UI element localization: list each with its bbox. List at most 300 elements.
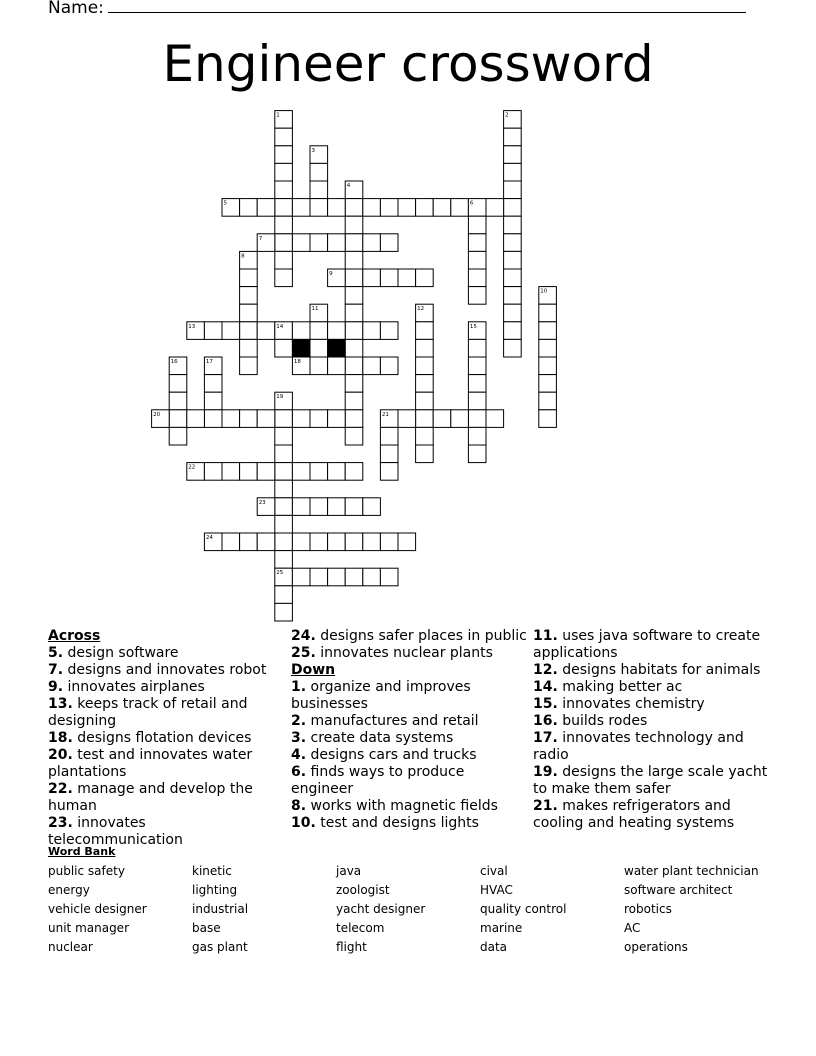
clue-number: 7 (258, 235, 263, 242)
clue-item (291, 815, 527, 832)
grid-cell[interactable] (380, 568, 398, 586)
clue-item-number: 6. (291, 764, 307, 780)
grid-cell[interactable] (310, 568, 328, 586)
clue-number: 14 (276, 323, 284, 330)
grid-cell[interactable] (398, 410, 416, 428)
grid-cell[interactable] (275, 533, 293, 551)
grid-cell[interactable] (380, 357, 398, 375)
grid-cell[interactable] (539, 392, 557, 410)
grid-cell[interactable] (345, 216, 363, 234)
grid-cell[interactable] (380, 463, 398, 481)
grid-cell[interactable] (240, 199, 258, 217)
clue-item-number: 17. (533, 730, 558, 746)
grid-cell[interactable] (328, 234, 346, 252)
grid-cell[interactable] (240, 357, 258, 375)
clue-item-text: uses java software to create applications (533, 628, 761, 661)
grid-cell[interactable] (275, 199, 293, 217)
clue-item-number: 11. (533, 628, 558, 644)
grid-cell[interactable] (468, 445, 486, 463)
clue-item-text: keeps track of retail and designing (48, 696, 248, 729)
grid-cell[interactable] (504, 216, 522, 234)
grid-cell[interactable] (328, 498, 346, 516)
clue-number: 2 (505, 112, 509, 119)
grid-cell[interactable] (345, 498, 363, 516)
grid-cell[interactable] (328, 568, 346, 586)
grid-cell[interactable] (468, 251, 486, 269)
word-bank-item: java (336, 864, 362, 878)
word-bank-item: cival (480, 864, 508, 878)
grid-cell[interactable] (292, 322, 310, 340)
clue-item (533, 679, 769, 696)
grid-cell[interactable] (416, 357, 434, 375)
grid-cell[interactable] (204, 463, 222, 481)
clue-number: 4 (346, 183, 351, 189)
grid-cell[interactable] (275, 181, 293, 199)
grid-cell[interactable] (416, 392, 434, 410)
grid-cell[interactable] (257, 463, 275, 481)
grid-cell[interactable] (240, 410, 258, 428)
clue-item-text: create data systems (306, 730, 454, 746)
grid-cell[interactable] (504, 146, 522, 164)
grid-cell[interactable] (275, 515, 293, 533)
grid-cell[interactable] (345, 269, 363, 287)
clue-item-text: works with magnetic fields (306, 798, 498, 814)
clue-item (533, 798, 769, 832)
word-bank-title: Word Bank (48, 845, 116, 858)
clue-item-text: builds rodes (557, 713, 648, 729)
grid-cell[interactable] (486, 199, 504, 217)
grid-cell[interactable] (504, 234, 522, 252)
grid-cell[interactable] (504, 199, 522, 217)
grid-cell[interactable] (433, 199, 451, 217)
grid-cell[interactable] (416, 445, 434, 463)
grid-cell[interactable] (169, 392, 187, 410)
page-title: Engineer crossword (162, 35, 654, 93)
clue-number: 10 (540, 288, 548, 295)
clue-number: 9 (329, 271, 333, 277)
black-cell (292, 339, 310, 357)
clue-item-text: manage and develop the human (48, 781, 253, 814)
grid-cell[interactable] (468, 427, 486, 445)
grid-cell[interactable] (416, 339, 434, 357)
clue-item-number: 2. (291, 713, 307, 729)
grid-cell[interactable] (328, 463, 346, 481)
grid-cell[interactable] (416, 375, 434, 393)
clue-number: 18 (293, 359, 301, 365)
grid-cell[interactable] (310, 322, 328, 340)
grid-cell[interactable] (468, 410, 486, 428)
clue-item-number: 16. (533, 713, 558, 729)
grid-cell[interactable] (328, 533, 346, 551)
word-bank-item: lighting (192, 883, 238, 897)
grid-cell[interactable] (416, 199, 434, 217)
word-bank-column (48, 862, 147, 957)
grid-cell[interactable] (275, 551, 293, 569)
grid-cell[interactable] (310, 181, 328, 199)
grid-cell[interactable] (345, 463, 363, 481)
grid-cell[interactable] (504, 269, 522, 287)
grid-cell[interactable] (486, 410, 504, 428)
clue-number: 24 (205, 535, 213, 541)
clue-item (291, 679, 527, 713)
grid-cell[interactable] (504, 128, 522, 146)
grid-cell[interactable] (328, 410, 346, 428)
clue-item (48, 645, 284, 662)
grid-cell[interactable] (380, 322, 398, 340)
grid-cell[interactable] (310, 234, 328, 252)
word-bank-item: software architect (624, 883, 733, 897)
clue-item-text: designs flotation devices (72, 730, 252, 746)
clue-item-text: test and designs lights (315, 815, 479, 831)
grid-cell[interactable] (345, 199, 363, 217)
grid-cell[interactable] (275, 128, 293, 146)
clue-number: 22 (188, 464, 196, 471)
clue-item (48, 696, 284, 730)
grid-cell[interactable] (468, 357, 486, 375)
grid-cell[interactable] (504, 251, 522, 269)
clue-number: 13 (188, 323, 196, 330)
grid-cell[interactable] (222, 322, 240, 340)
clue-number: 3 (311, 147, 315, 154)
clue-number: 16 (170, 359, 178, 365)
clue-item-text: innovates nuclear plants (315, 645, 493, 661)
grid-cell[interactable] (275, 480, 293, 498)
grid-cell[interactable] (539, 304, 557, 322)
grid-cell[interactable] (222, 410, 240, 428)
word-bank-item: unit manager (48, 921, 129, 935)
clue-number: 23 (258, 499, 266, 506)
clues-column-1 (48, 628, 284, 849)
grid-cell[interactable] (539, 410, 557, 428)
clue-item-number: 23. (48, 815, 73, 831)
clue-item-number: 20. (48, 747, 73, 763)
clues-column-2 (291, 628, 527, 832)
clue-item-number: 3. (291, 730, 307, 746)
clue-item-number: 18. (48, 730, 73, 746)
word-bank-item: water plant technician (624, 864, 759, 878)
grid-cell[interactable] (240, 304, 258, 322)
clue-item-number: 21. (533, 798, 558, 814)
clue-item (48, 679, 284, 696)
clue-item-number: 22. (48, 781, 73, 797)
clue-item-number: 14. (533, 679, 558, 695)
grid-cell[interactable] (380, 234, 398, 252)
grid-cell[interactable] (240, 287, 258, 305)
word-bank-item: robotics (624, 902, 672, 916)
grid-cell[interactable] (257, 410, 275, 428)
word-bank-item: base (192, 921, 221, 935)
grid-cell[interactable] (222, 533, 240, 551)
grid-cell[interactable] (363, 269, 381, 287)
grid-cell[interactable] (398, 269, 416, 287)
grid-cell[interactable] (504, 163, 522, 181)
clue-item-text: designs the large scale yacht to make them safer (533, 764, 768, 797)
clue-item-number: 1. (291, 679, 307, 695)
clue-item-text: designs cars and trucks (306, 747, 477, 763)
grid-cell[interactable] (204, 392, 222, 410)
grid-cell[interactable] (240, 463, 258, 481)
grid-cell[interactable] (275, 163, 293, 181)
clue-item (533, 628, 769, 662)
grid-cell[interactable] (416, 427, 434, 445)
clue-item (48, 781, 284, 815)
clue-item-text: designs and innovates robot (63, 662, 267, 678)
clue-item-text: innovates telecommunication (48, 815, 183, 848)
grid-cell[interactable] (275, 339, 293, 357)
word-bank-item: HVAC (480, 883, 513, 897)
word-bank-item: zoologist (336, 883, 390, 897)
word-bank-item: kinetic (192, 864, 232, 878)
grid-cell[interactable] (345, 339, 363, 357)
grid-cell[interactable] (187, 410, 205, 428)
grid-cell[interactable] (275, 146, 293, 164)
grid-cell[interactable] (292, 463, 310, 481)
clue-item-text: innovates chemistry (557, 696, 705, 712)
grid-cell[interactable] (292, 234, 310, 252)
clue-item (291, 747, 527, 764)
clue-item (533, 662, 769, 679)
clue-item (533, 764, 769, 798)
clue-item-text: design software (63, 645, 179, 661)
clue-number: 5 (223, 200, 227, 207)
grid-cell[interactable] (222, 463, 240, 481)
grid-cell[interactable] (504, 287, 522, 305)
clue-number: 21 (381, 411, 389, 418)
grid-cell[interactable] (240, 269, 258, 287)
grid-cell[interactable] (275, 410, 293, 428)
grid-cell[interactable] (310, 463, 328, 481)
grid-cell[interactable] (539, 339, 557, 357)
clue-item-text: finds ways to produce engineer (291, 764, 465, 797)
clue-item-number: 15. (533, 696, 558, 712)
clue-item-number: 4. (291, 747, 307, 763)
grid-cell[interactable] (468, 339, 486, 357)
clue-item-text: making better ac (557, 679, 683, 695)
word-bank-column (624, 862, 759, 957)
grid-cell[interactable] (539, 375, 557, 393)
clue-item (533, 730, 769, 764)
grid-cell[interactable] (504, 304, 522, 322)
grid-cell[interactable] (345, 533, 363, 551)
clue-number: 17 (205, 359, 213, 365)
clue-item-text: manufactures and retail (306, 713, 479, 729)
grid-cell[interactable] (275, 586, 293, 604)
grid-cell[interactable] (345, 251, 363, 269)
grid-cell[interactable] (169, 427, 187, 445)
grid-cell[interactable] (363, 498, 381, 516)
clue-item-text: makes refrigerators and cooling and heating systems (533, 798, 735, 831)
clue-number: 12 (417, 306, 425, 313)
grid-cell[interactable] (504, 181, 522, 199)
clue-item-number: 10. (291, 815, 316, 831)
grid-cell[interactable] (310, 498, 328, 516)
grid-cell[interactable] (363, 199, 381, 217)
clues-column-3 (533, 628, 769, 832)
grid-cell[interactable] (204, 322, 222, 340)
grid-cell[interactable] (380, 533, 398, 551)
grid-cell[interactable] (345, 357, 363, 375)
word-bank-column (192, 862, 248, 957)
clue-item (291, 730, 527, 747)
word-bank-item: operations (624, 940, 688, 954)
name-label: Name: (48, 0, 104, 18)
grid-cell[interactable] (169, 375, 187, 393)
word-bank-item: data (480, 940, 508, 954)
grid-cell[interactable] (275, 216, 293, 234)
grid-cell[interactable] (292, 568, 310, 586)
clue-item-number: 24. (291, 628, 316, 644)
grid-cell[interactable] (310, 163, 328, 181)
word-bank-column (480, 862, 566, 957)
clue-number: 11 (311, 306, 319, 313)
clue-number: 19 (276, 394, 284, 401)
grid-cell[interactable] (275, 498, 293, 516)
grid-cell[interactable] (380, 269, 398, 287)
grid-cell[interactable] (275, 427, 293, 445)
clue-item (291, 713, 527, 730)
grid-cell[interactable] (345, 322, 363, 340)
clue-item (291, 764, 527, 798)
grid-cell[interactable] (468, 216, 486, 234)
grid-cell[interactable] (416, 269, 434, 287)
grid-cell[interactable] (204, 410, 222, 428)
grid-cell[interactable] (539, 322, 557, 340)
grid-cell[interactable] (363, 357, 381, 375)
grid-cell[interactable] (345, 304, 363, 322)
grid-cell[interactable] (416, 322, 434, 340)
clue-item-number: 8. (291, 798, 307, 814)
grid-cell[interactable] (275, 603, 293, 621)
clue-item-number: 12. (533, 662, 558, 678)
grid-cell[interactable] (398, 533, 416, 551)
word-bank-item: AC (624, 921, 641, 935)
clue-number: 20 (153, 411, 161, 418)
grid-cell[interactable] (468, 269, 486, 287)
clue-item-text: designs habitats for animals (557, 662, 761, 678)
grid-cell[interactable] (292, 498, 310, 516)
grid-cell[interactable] (257, 322, 275, 340)
word-bank-item: yacht designer (336, 902, 426, 916)
clue-item (48, 815, 284, 849)
grid-cell[interactable] (398, 199, 416, 217)
clue-item-number: 19. (533, 764, 558, 780)
clue-item (48, 730, 284, 747)
grid-cell[interactable] (504, 339, 522, 357)
word-bank-item: energy (48, 883, 90, 897)
grid-cell[interactable] (310, 357, 328, 375)
grid-cell[interactable] (468, 234, 486, 252)
down-heading: Down (291, 662, 336, 678)
clue-item-text: designs safer places in public (315, 628, 527, 644)
word-bank-item: vehicle designer (48, 902, 147, 916)
grid-cell[interactable] (240, 533, 258, 551)
clue-item (48, 662, 284, 679)
grid-cell[interactable] (380, 445, 398, 463)
grid-cell[interactable] (310, 410, 328, 428)
grid-cell[interactable] (275, 463, 293, 481)
word-bank-item: quality control (480, 902, 567, 916)
word-bank-column (336, 862, 425, 957)
grid-cell[interactable] (328, 357, 346, 375)
word-bank-item: industrial (192, 902, 249, 916)
clue-item (48, 747, 284, 781)
grid-cell[interactable] (416, 410, 434, 428)
grid-cell[interactable] (504, 322, 522, 340)
grid-cell[interactable] (433, 410, 451, 428)
grid-cell[interactable] (380, 199, 398, 217)
grid-cell[interactable] (345, 234, 363, 252)
grid-cell[interactable] (204, 375, 222, 393)
grid-cell[interactable] (328, 322, 346, 340)
clue-item-text: innovates technology and radio (533, 730, 744, 763)
word-bank-item: telecom (336, 921, 385, 935)
grid-cell[interactable] (363, 533, 381, 551)
grid-cell[interactable] (363, 322, 381, 340)
across-heading: Across (48, 628, 101, 644)
grid-cell[interactable] (310, 339, 328, 357)
grid-cell[interactable] (345, 287, 363, 305)
grid-cell[interactable] (292, 199, 310, 217)
clue-item-number: 13. (48, 696, 73, 712)
grid-cell[interactable] (345, 392, 363, 410)
grid-cell[interactable] (363, 568, 381, 586)
grid-cell[interactable] (275, 445, 293, 463)
clue-item-number: 9. (48, 679, 64, 695)
grid-cell[interactable] (169, 410, 187, 428)
word-bank-item: nuclear (48, 940, 93, 954)
clue-item-text: organize and improves businesses (291, 679, 471, 712)
grid-cell[interactable] (539, 357, 557, 375)
grid-cell[interactable] (257, 533, 275, 551)
grid-cell[interactable] (240, 339, 258, 357)
grid-cell[interactable] (345, 375, 363, 393)
grid-cell[interactable] (310, 533, 328, 551)
grid-cell[interactable] (363, 234, 381, 252)
black-cell (328, 339, 346, 357)
clue-item-text: innovates airplanes (63, 679, 205, 695)
grid-cell[interactable] (345, 568, 363, 586)
grid-cell[interactable] (380, 427, 398, 445)
grid-cell[interactable] (257, 199, 275, 217)
word-bank-item: marine (480, 921, 523, 935)
grid-cell[interactable] (275, 269, 293, 287)
grid-cell[interactable] (451, 410, 469, 428)
grid-cell[interactable] (310, 199, 328, 217)
grid-cell[interactable] (240, 322, 258, 340)
clue-item-number: 25. (291, 645, 316, 661)
grid-cell[interactable] (292, 410, 310, 428)
clue-item (533, 713, 769, 730)
grid-cell[interactable] (328, 199, 346, 217)
grid-cell[interactable] (275, 234, 293, 252)
clue-number: 8 (241, 253, 245, 260)
grid-cell[interactable] (345, 410, 363, 428)
grid-cell[interactable] (451, 199, 469, 217)
grid-cell[interactable] (275, 251, 293, 269)
clue-item (291, 645, 527, 662)
word-bank-item: public safety (48, 864, 125, 878)
grid-cell[interactable] (468, 287, 486, 305)
grid-cell[interactable] (468, 392, 486, 410)
word-bank-item: gas plant (192, 940, 248, 954)
grid-cell[interactable] (292, 533, 310, 551)
grid-cell[interactable] (345, 427, 363, 445)
clue-item (291, 628, 527, 645)
clue-item (291, 798, 527, 815)
clue-item-number: 5. (48, 645, 64, 661)
grid-cell[interactable] (468, 375, 486, 393)
clue-number: 6 (469, 200, 474, 207)
